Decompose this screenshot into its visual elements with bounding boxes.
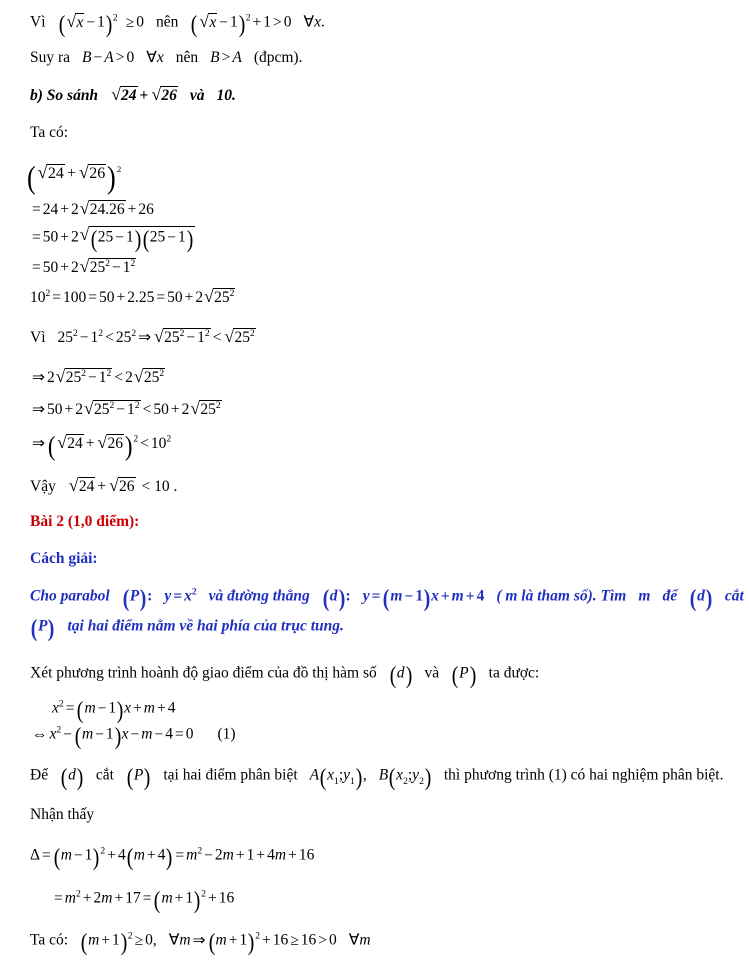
math-final-line: Ta có: $(m + 1)^2 \ge 0$, ∀m ⇒ $(m + 1)^2 + 16 \ge 16 > 0$ ∀m xyxy=(30,930,371,956)
word-vi: Vì xyxy=(30,13,46,31)
math-delta-line-2: = $m^2 + 2m + 17 = (m + 1)^2 + 16$ xyxy=(54,888,235,914)
math-line-sqrt-sum-squared: ( √ 24 + √ 26)$^2$ xyxy=(26,160,121,195)
word-cat-2: cắt xyxy=(95,766,114,784)
expr-sqrtx-minus-1-squared-ge-0: ( √ x − 1)$^2$ xyxy=(58,12,118,38)
math-equation-1: $x^2 = (m - 1)x + m + 4$ xyxy=(52,698,176,724)
math-line-implies-50-plus: ⇒ 50 + 2 √ $25^2 - 1^2 < 50 + 2$ √ $25^2$ xyxy=(30,400,222,418)
text-line-2: Suy ra B − A > 0 ∀x nên B > A (đpcm). xyxy=(30,49,303,66)
expr-sqrtx-minus-1-squared-plus-1-gt-0: ( √ x − 1)$^2$ xyxy=(190,12,250,38)
text-xet-phuong-trinh: Xét phương trình hoành độ giao điểm của đồ thị hàm số (d) và (P) ta được: xyxy=(30,663,540,689)
math-line-implies-2sqrt: ⇒ 2 √ $25^2 - 1^2 < 2$ √ $25^2$ xyxy=(30,368,165,386)
label-b-so-sanh: b) So sánh xyxy=(30,87,99,104)
word-dpcm: (đpcm). xyxy=(253,49,303,66)
problem-statement-line-1: Cho parabol (P): $y = x^2$ và đường thẳng (d): y = (m − 1)x + m + 4 ( m là tham số). Tìm m để (d) cắt xyxy=(30,586,744,612)
math-line-ten-squared: $10^2 = 100 = 50 + 2.25 = 50 + 2$ √ $25^2$ xyxy=(30,288,235,306)
math-delta-line-1: $\Delta = (m - 1)^2 + 4(m + 4) = m^2 - 2m + 1 + 4m + 16$ xyxy=(30,845,315,871)
equation-number-1: (1) xyxy=(217,725,236,743)
label-ta-co-2: Ta có: xyxy=(30,931,69,949)
math-line-vi-compare: Vì $25^2 - 1^2 < 25^2$ ⇒ √ $25^2 - 1^2$ < √ $25^2$ xyxy=(30,328,256,346)
math-equation-2: ⇔ $x^2 - (m - 1)x - m - 4 = 0$ (1) xyxy=(32,724,236,750)
word-va-2: và xyxy=(424,664,440,682)
word-vay: Vậy xyxy=(30,478,56,495)
heading-cach-giai: Cách giải: xyxy=(30,550,98,567)
word-nen: nên xyxy=(155,13,179,31)
word-ten: 10. xyxy=(216,87,236,104)
text-line-1: Vì ( √ x − 1)$^2$ ≥ 0 nên ( √ x − 1)$^2$ + 1 > 0 ∀x. xyxy=(30,12,325,38)
word-suy-ra: Suy ra xyxy=(30,49,71,66)
text-line-3-heading-b: b) So sánh √ 24 + √ 26 và 10. xyxy=(30,86,236,104)
math-line-24-plus-2sqrt-2426-plus-26: = 24 + 2 √ 24.26 + 26 xyxy=(30,200,154,218)
math-line-implies-sum-squared-lt-100: ⇒ ( √ 24 + √ $26)^2 < 10^2$ xyxy=(30,432,171,463)
expr-lt-ten: < 10 . xyxy=(141,478,178,495)
math-line-50-plus-2sqrt-25sq-minus-1sq: = 50 + 2 √ $25^2 - 1^2$ xyxy=(30,258,136,276)
word-vi-2: Vì xyxy=(30,329,46,346)
word-nen-2: nên xyxy=(175,49,199,66)
text-nhan-thay: Nhận thấy xyxy=(30,806,95,823)
math-line-50-plus-2sqrt-25m1-25m1: = 50 + 2 √ (25 − 1)(25 − 1) xyxy=(30,226,195,253)
math-line-conclusion: Vậy √ 24 + √ 26 < 10 . xyxy=(30,477,177,495)
word-va: và xyxy=(189,87,205,104)
heading-bai-2: Bài 2 (1,0 điểm): xyxy=(30,513,140,530)
problem-statement-line-2: (P) tại hai điểm nằm về hai phía của trục tung. xyxy=(30,616,344,642)
label-ta-co: Ta có: xyxy=(30,124,69,141)
text-de-d-cat-p: Để (d) cắt (P) tại hai điểm phân biệt $A(x_1;y_1)$, $B(x_2;y_2)$ thì phương trình (1) có hai nghiệm phân biệt. xyxy=(30,765,724,791)
text-line-4 xyxy=(30,124,68,141)
